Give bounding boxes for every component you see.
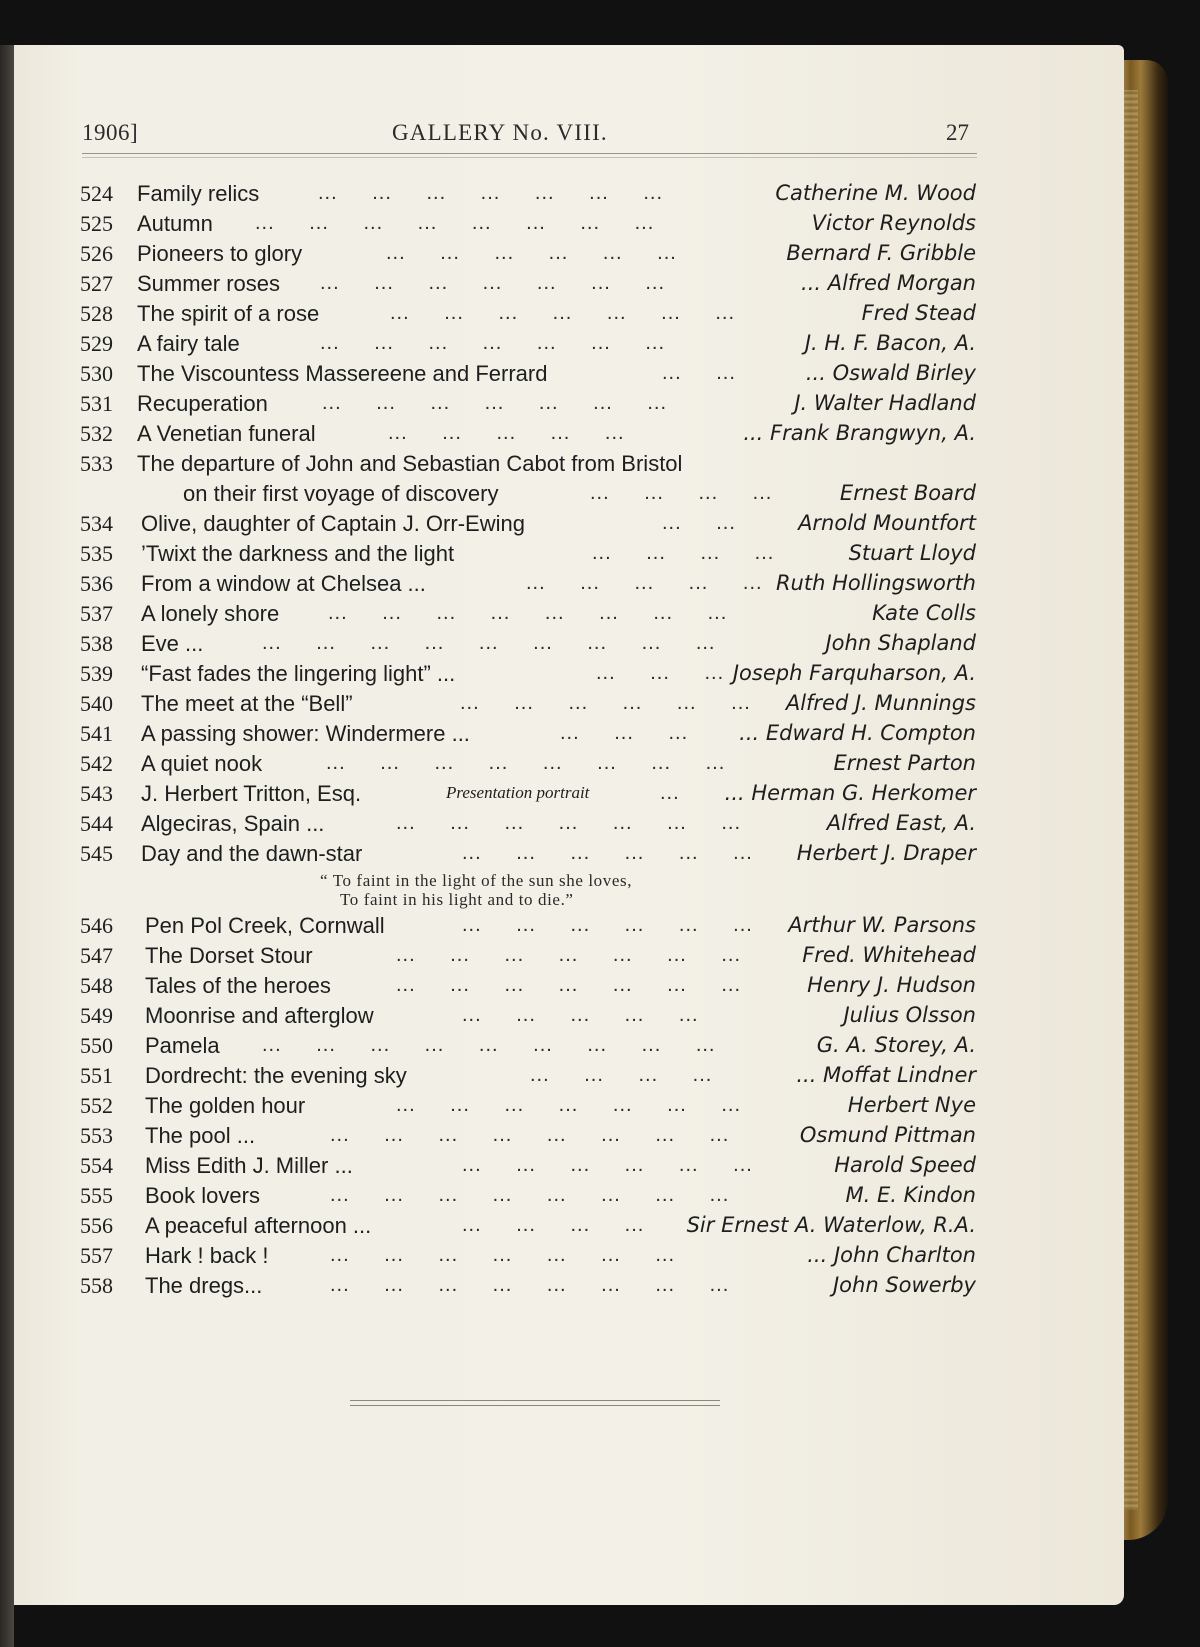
catalogue-entry: 534 Olive, daughter of Captain J. Orr-Ewing ... ... Arnold Mountfort — [80, 511, 976, 536]
catalogue-entry: 526 Pioneers to glory ... ... ... ... ... ... Bernard F. Gribble — [80, 241, 976, 266]
catalogue-entry: 539 “Fast fades the lingering light” ... ... ... ... Joseph Farquharson, A. — [80, 661, 976, 686]
catalogue-entry: 533 The departure of John and Sebastian Cabot from Bristol — [80, 451, 683, 476]
catalogue-entry: 527 Summer roses ... ... ... ... ... ... ... ... Alfred Morgan — [80, 271, 976, 296]
end-rule-secondary — [350, 1405, 720, 1406]
catalogue-entry: 555 Book lovers ... ... ... ... ... ... ... ... M. E. Kindon — [80, 1183, 976, 1208]
catalogue-entry: 558 The dregs... ... ... ... ... ... ... ... ... John Sowerby — [80, 1273, 976, 1298]
epigraph-line-1: “ To faint in the light of the sun she loves, — [320, 871, 633, 890]
catalogue-entry: 556 A peaceful afternoon ... ... ... ... ... Sir Ernest A. Waterlow, R.A. — [80, 1213, 976, 1238]
catalogue-entry: 547 The Dorset Stour ... ... ... ... ... ... ... Fred. Whitehead — [80, 943, 976, 968]
catalogue-entry: 553 The pool ... ... ... ... ... ... ... ... ... Osmund Pittman — [80, 1123, 976, 1148]
catalogue-entry: 525 Autumn ... ... ... ... ... ... ... ... Victor Reynolds — [80, 211, 976, 236]
catalogue-entry: 545 Day and the dawn-star ... ... ... ... ... ... Herbert J. Draper — [80, 841, 976, 866]
catalogue-entry: 554 Miss Edith J. Miller ... ... ... ... ... ... ... Harold Speed — [80, 1153, 976, 1178]
header-rule — [82, 153, 977, 154]
catalogue-entry: 538 Eve ... ... ... ... ... ... ... ... ... ... John Shapland — [80, 631, 976, 656]
end-rule — [350, 1400, 720, 1401]
catalogue-entry: 540 The meet at the “Bell” ... ... ... ... ... ... Alfred J. Munnings — [80, 691, 976, 716]
catalogue-entry: 552 The golden hour ... ... ... ... ... ... ... Herbert Nye — [80, 1093, 976, 1118]
catalogue-entry: 550 Pamela ... ... ... ... ... ... ... ... ... G. A. Storey, A. — [80, 1033, 976, 1058]
catalogue-entry: 535 ’Twixt the darkness and the light ... ... ... ... Stuart Lloyd — [80, 541, 976, 566]
catalogue-entry: 532 A Venetian funeral ... ... ... ... ... ... Frank Brangwyn, A. — [80, 421, 976, 446]
catalogue-entry: 549 Moonrise and afterglow ... ... ... ... ... Julius Olsson — [80, 1003, 976, 1028]
catalogue-entry: 546 Pen Pol Creek, Cornwall ... ... ... ... ... ... Arthur W. Parsons — [80, 913, 976, 938]
catalogue-entry: 537 A lonely shore ... ... ... ... ... ... ... ... Kate Colls — [80, 601, 976, 626]
catalogue-entry: 530 The Viscountess Massereene and Ferrard ... ... ... Oswald Birley — [80, 361, 976, 386]
epigraph-line-2: To faint in his light and to die.” — [340, 890, 574, 909]
catalogue-entry: 551 Dordrecht: the evening sky ... ... ... ... ... Moffat Lindner — [80, 1063, 976, 1088]
running-header — [0, 120, 1200, 150]
catalogue-entry: 536 From a window at Chelsea ... ... ... ... ... ... Ruth Hollingsworth — [80, 571, 976, 596]
catalogue-entry: 528 The spirit of a rose ... ... ... ... ... ... ... Fred Stead — [80, 301, 976, 326]
catalogue-entry: 548 Tales of the heroes ... ... ... ... ... ... ... Henry J. Hudson — [80, 973, 976, 998]
page-number: 27 — [946, 120, 969, 145]
catalogue-entry: 544 Algeciras, Spain ... ... ... ... ... ... ... ... Alfred East, A. — [80, 811, 976, 836]
header-gallery-title: GALLERY No. VIII. — [392, 120, 608, 145]
catalogue-entry: 524 Family relics ... ... ... ... ... ... ... Catherine M. Wood — [80, 181, 976, 206]
catalogue-entry: 529 A fairy tale ... ... ... ... ... ... ... J. H. F. Bacon, A. — [80, 331, 976, 356]
catalogue-entry: 541 A passing shower: Windermere ... ... ... ... ... Edward H. Compton — [80, 721, 976, 746]
header-year: 1906] — [82, 120, 139, 145]
catalogue-entry: 557 Hark ! back ! ... ... ... ... ... ... ... ... John Charlton — [80, 1243, 976, 1268]
catalogue-entry: 543 J. Herbert Tritton, Esq. Presentation portrait ... ... Herman G. Herkomer — [80, 781, 976, 806]
catalogue-entry: 531 Recuperation ... ... ... ... ... ... ... J. Walter Hadland — [80, 391, 976, 416]
entry-note: Presentation portrait — [446, 783, 590, 802]
header-rule-secondary — [82, 157, 977, 158]
catalogue-entry: 542 A quiet nook ... ... ... ... ... ... ... ... Ernest Parton — [80, 751, 976, 776]
catalogue-entry-continuation: on their first voyage of discovery ... ... ... ... Ernest Board — [183, 481, 976, 506]
